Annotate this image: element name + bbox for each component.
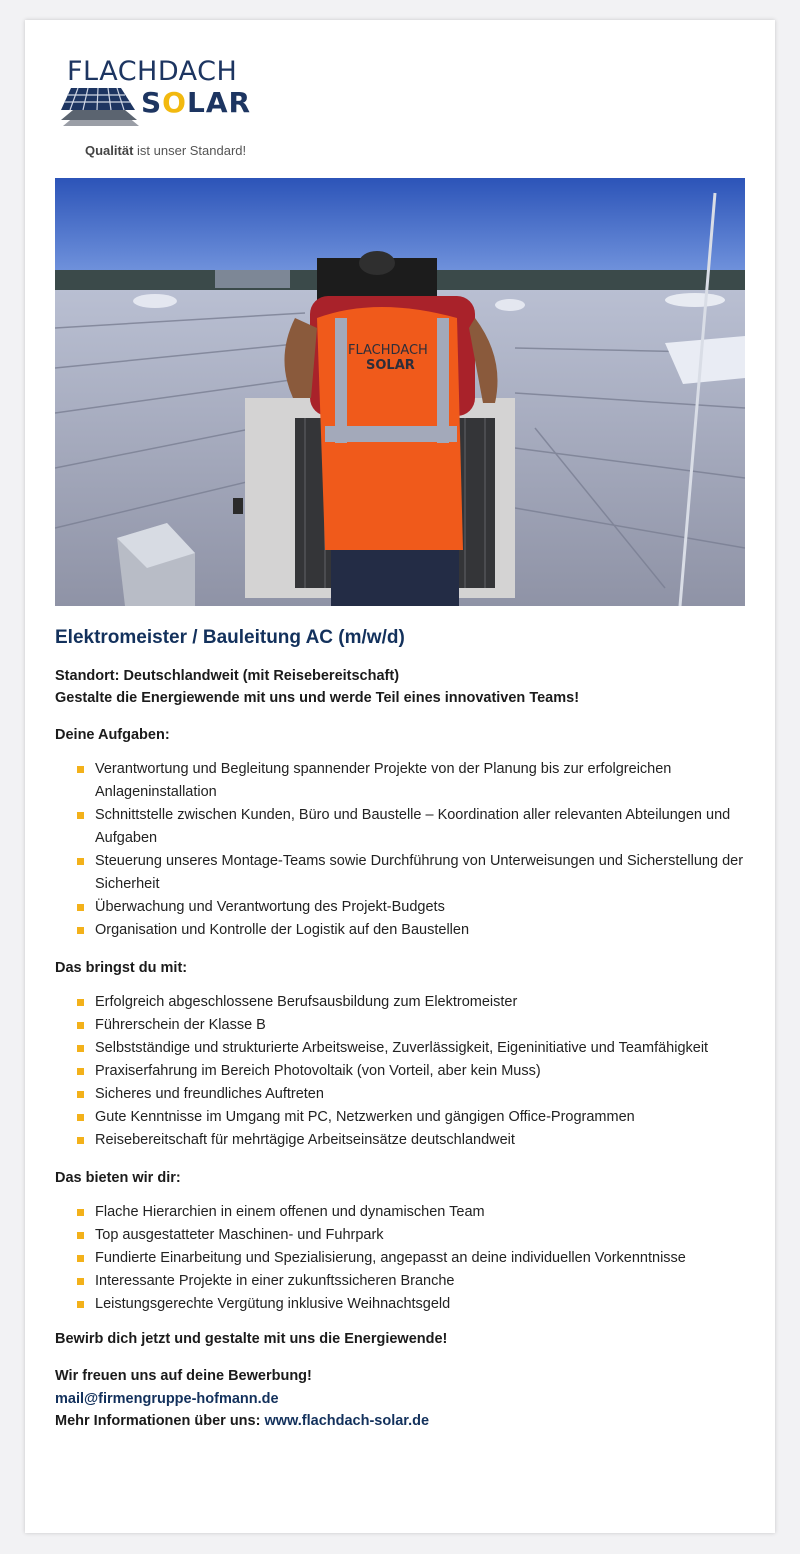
section-heading-requirements: Das bringst du mit: [55,960,188,976]
list-item: Überwachung und Verantwortung des Projekt-Budgets [55,896,745,919]
list-item: Selbstständige und strukturierte Arbeitsweise, Zuverlässigkeit, Eigeninitiative und Teamfähigkeit [55,1037,745,1060]
job-posting-card [25,20,775,1533]
vest-print-line1: FLACHDACH [348,343,428,358]
bullet-icon [77,766,84,773]
job-claim: Gestalte die Energiewende mit uns und werde Teil eines innovativen Teams! [55,690,580,706]
list-item: Sicheres und freundliches Auftreten [55,1083,745,1106]
website-link[interactable]: www.flachdach-solar.de [264,1413,430,1429]
company-logo [57,54,297,184]
contact-block [55,1365,745,1433]
job-intro [55,665,745,709]
bullet-icon [77,1137,84,1144]
more-info-line [55,1410,745,1433]
contact-greeting: Wir freuen uns auf deine Bewerbung! [55,1368,312,1384]
bullet-icon [77,1091,84,1098]
bullet-icon [77,1209,84,1216]
requirements-list [55,991,745,1152]
list-item: Gute Kenntnisse im Umgang mit PC, Netzwerken und gängigen Office-Programmen [55,1106,745,1129]
list-item: Schnittstelle zwischen Kunden, Büro und Baustelle – Koordination aller relevanten Abteilungen und Aufgaben [55,804,745,850]
list-item: Verantwortung und Begleitung spannender Projekte von der Planung bis zur erfolgreichen Anlageninstallation [55,758,745,804]
tasks-list [55,758,745,942]
job-title: Elektromeister / Bauleitung AC (m/w/d) [55,627,405,648]
list-item: Praxiserfahrung im Bereich Photovoltaik (von Vorteil, aber kein Muss) [55,1060,745,1083]
vest-print-line2: SOLAR [366,358,415,373]
bullet-icon [77,1255,84,1262]
list-item: Reisebereitschaft für mehrtägige Arbeitseinsätze deutschlandweit [55,1129,745,1152]
list-item: Führerschein der Klasse B [55,1014,745,1037]
bullet-icon [77,812,84,819]
bullet-icon [77,904,84,911]
bullet-icon [77,999,84,1006]
list-item: Leistungsgerechte Vergütung inklusive Weihnachtsgeld [55,1293,745,1316]
more-info-label: Mehr Informationen über uns: [55,1413,265,1429]
benefits-list [55,1201,745,1316]
list-item: Flache Hierarchien in einem offenen und dynamischen Team [55,1201,745,1224]
hero-photo [55,178,745,606]
solar-panel-icon [61,86,139,128]
call-to-action: Bewirb dich jetzt und gestalte mit uns die Energiewende! [55,1331,448,1347]
list-item: Fundierte Einarbeitung und Spezialisierung, angepasst an deine individuellen Vorkenntnisse [55,1247,745,1270]
list-item: Interessante Projekte in einer zukunftssicheren Branche [55,1270,745,1293]
bullet-icon [77,858,84,865]
bullet-icon [77,1045,84,1052]
bullet-icon [77,1068,84,1075]
bullet-icon [77,1022,84,1029]
bullet-icon [77,927,84,934]
email-link[interactable]: mail@firmengruppe-hofmann.de [55,1390,279,1407]
list-item: Top ausgestatteter Maschinen- und Fuhrpark [55,1224,745,1247]
job-location: Standort: Deutschlandweit (mit Reisebereitschaft) [55,668,400,684]
section-heading-benefits: Das bieten wir dir: [55,1170,181,1186]
logo-word-flachdach: FLACHDACH [67,56,238,87]
list-item: Steuerung unseres Montage-Teams sowie Durchführung von Unterweisungen und Sicherstellung der Sicherheit [55,850,745,896]
list-item: Organisation und Kontrolle der Logistik auf den Baustellen [55,919,745,942]
bullet-icon [77,1232,84,1239]
logo-word-solar: SOLAR [141,86,252,119]
bullet-icon [77,1278,84,1285]
job-description [55,625,745,1433]
list-item: Erfolgreich abgeschlossene Berufsausbildung zum Elektromeister [55,991,745,1014]
bullet-icon [77,1114,84,1121]
logo-tagline: Qualität ist unser Standard! [85,143,247,158]
section-heading-tasks: Deine Aufgaben: [55,727,170,743]
bullet-icon [77,1301,84,1308]
